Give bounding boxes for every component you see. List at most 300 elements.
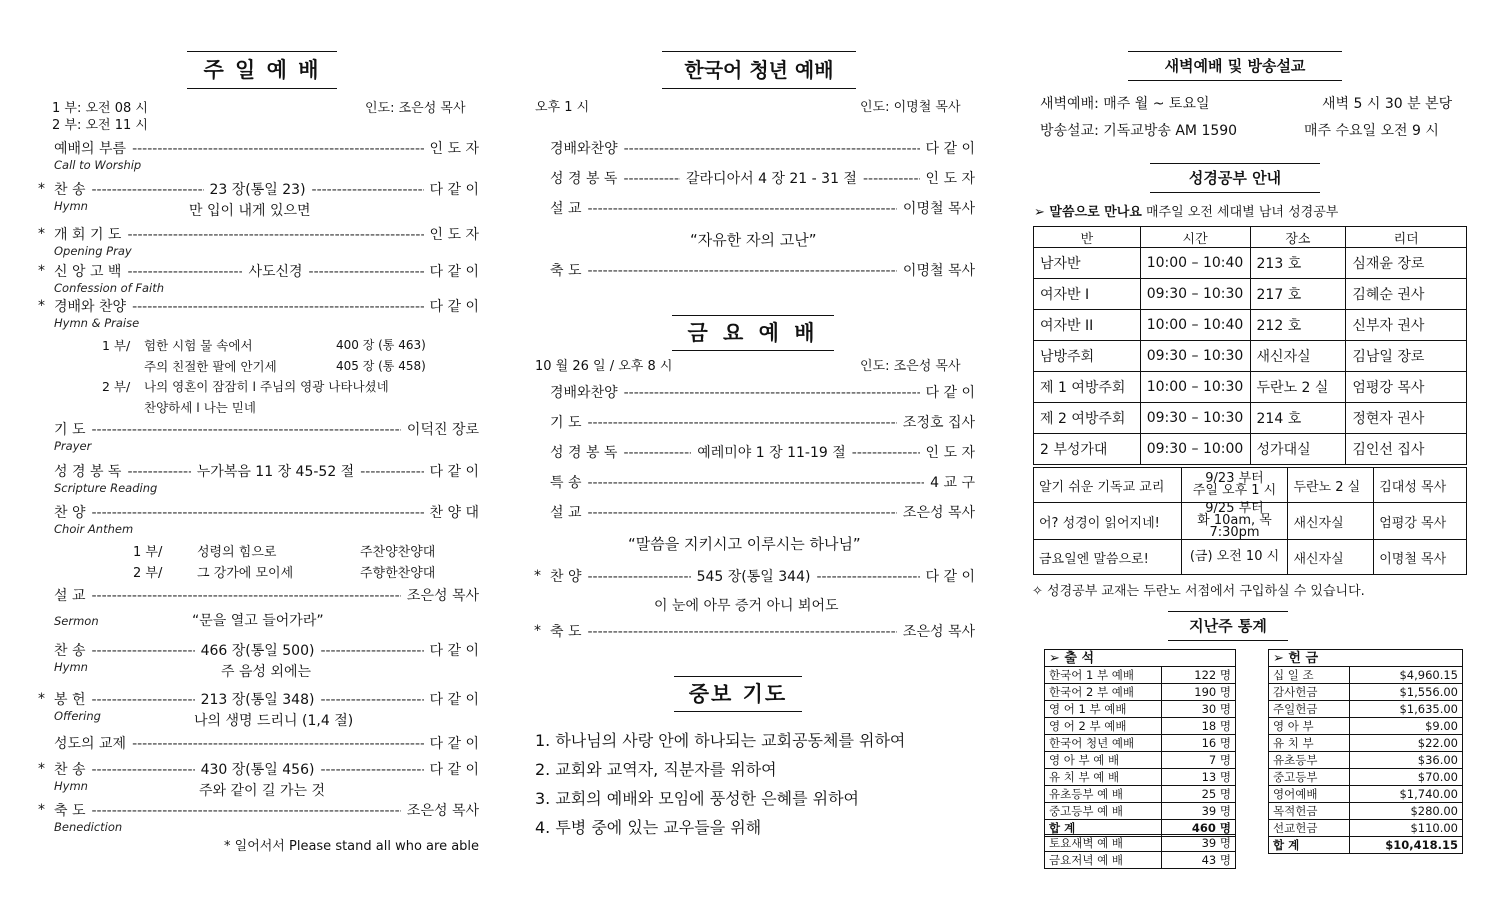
sunday-item-2-label: 개 회 기 도 (54, 227, 122, 243)
table-row (1269, 701, 1463, 718)
bible-cell-4-3: 엄평강 목사 (1346, 372, 1467, 403)
attendance-4-label: 한국어 청년 예배 (1045, 735, 1162, 752)
choir-0-song: 성령의 힘으로 (197, 545, 277, 560)
offering-3-label: 영 아 부 (1269, 718, 1350, 735)
table-row (1269, 667, 1463, 684)
sunday-item-10-leader-dots (92, 692, 195, 708)
attendance-2-value: 30 명 (1162, 701, 1236, 718)
attendance-3-label: 영 어 2 부 예배 (1045, 718, 1162, 735)
sunday-item-12-person: 다 같 이 (429, 762, 480, 778)
offering-8-label: 목적헌금 (1269, 803, 1350, 820)
friday-item-4-leader-dots (588, 505, 897, 521)
bible-cell-6-2: 성가대실 (1250, 434, 1346, 465)
table-row (1045, 752, 1236, 769)
offering-total-label: 합 계 (1269, 837, 1350, 854)
friday-item-4 (550, 502, 975, 522)
praise-1-number: 405 장 (통 458) (336, 359, 426, 373)
friday-item-1 (550, 412, 975, 432)
attendance-1-label: 한국어 2 부 예배 (1045, 684, 1162, 701)
sunday-item-12-label: 찬 송 (54, 762, 86, 778)
intercession-item-2: 3. 교회의 예배와 모임에 풍성한 은혜를 위하여 (535, 789, 859, 808)
table-row (1045, 684, 1236, 701)
bible-cell-0-3: 심재윤 장로 (1346, 248, 1467, 279)
extra-2-time (1181, 540, 1288, 575)
offering-5-value: $36.00 (1350, 752, 1463, 769)
extra-2-leader: 이명철 목사 (1374, 540, 1467, 575)
sunday-item-3-person: 다 같 이 (429, 264, 480, 280)
extra-1-place: 새신자실 (1288, 503, 1374, 540)
praise-0-part: 1 부/ (102, 338, 131, 353)
friday-item-2-leader-dots (623, 445, 691, 461)
sunday-item-7-english: Choir Anthem (54, 522, 134, 536)
bible-cell-6-3: 김인선 집사 (1346, 434, 1467, 465)
sunday-item-7-leader-dots (92, 505, 424, 521)
attendance-7-label: 유초등부 예 배 (1045, 786, 1162, 803)
offering-8-value: $280.00 (1350, 803, 1463, 820)
sunday-item-6-detail: 누가복음 11 장 45-52 절 (196, 464, 355, 480)
table-row (1045, 786, 1236, 803)
bible-study-intro-text: 매주일 오전 세대별 남녀 성경공부 (1146, 205, 1339, 220)
bible-cell-3-1: 09:30 – 10:30 (1140, 341, 1250, 372)
bible-study-intro-bold: ➢ 말씀으로 만나요 (1034, 205, 1142, 220)
sunday-item-13 (54, 800, 479, 820)
bible-cell-2-3: 신부자 권사 (1346, 310, 1467, 341)
sunday-item-0 (54, 138, 479, 158)
offering-table (1268, 649, 1463, 854)
sunday-item-10 (54, 689, 479, 709)
table-row (1034, 403, 1467, 434)
table-row (1034, 540, 1467, 575)
sunday-item-6-label: 성 경 봉 독 (54, 464, 122, 480)
choir-1-song: 그 강가에 모이세 (197, 566, 294, 581)
youth-item-1-leader-dots-2 (863, 171, 920, 187)
friday-leader: 인도: 조은성 목사 (860, 359, 961, 374)
sunday-item-9-leader-dots (92, 643, 195, 659)
friday-item-5-leader-dots-2 (816, 569, 919, 585)
sunday-item-10-stand-mark: * (38, 691, 45, 707)
sunday-item-10-english: Offering (54, 709, 101, 723)
bible-cell-3-3: 김남일 장로 (1346, 341, 1467, 372)
extra-0-time-line-2: 주일 오후 1 시 (1192, 483, 1277, 498)
sunday-item-3-label: 신 앙 고 백 (54, 264, 122, 280)
table-row (1269, 820, 1463, 837)
extra-1-name: 어? 성경이 읽어지네! (1034, 503, 1182, 540)
sunday-item-3-leader-dots-2 (309, 264, 424, 280)
youth-item-2-leader-dots (588, 201, 897, 217)
friday-item-0-label: 경배와찬양 (550, 385, 618, 401)
sunday-item-10-person: 다 같 이 (429, 692, 480, 708)
sunday-item-8 (54, 585, 479, 605)
bible-cell-4-1: 10:00 – 10:30 (1140, 372, 1250, 403)
bible-cell-0-2: 213 호 (1250, 248, 1346, 279)
friday-item-5-leader-dots (588, 569, 691, 585)
sunday-item-7 (54, 502, 479, 522)
sunday-item-2 (54, 224, 479, 244)
attendance-0-value: 122 명 (1162, 667, 1236, 684)
attendance-total-value: 460 명 (1162, 820, 1236, 837)
friday-title: 금 요 예 배 (672, 315, 834, 351)
attendance-7-value: 25 명 (1162, 786, 1236, 803)
sunday-item-4-stand-mark: * (38, 298, 45, 314)
sunday-item-9-detail: 466 장(통일 500) (200, 643, 315, 659)
bible-cell-1-2: 217 호 (1250, 279, 1346, 310)
friday-item-6-leader-dots (588, 624, 897, 640)
youth-item-1-leader-dots (623, 171, 680, 187)
sunday-item-9-subtitle: 주 음성 외에는 (221, 664, 312, 680)
sunday-item-6-leader-dots-2 (360, 464, 423, 480)
dawn-title: 새벽예배 및 방송설교 (1128, 51, 1342, 81)
youth-item-0 (550, 138, 975, 158)
table-row (1045, 769, 1236, 786)
attendance-2-label: 영 어 1 부 예배 (1045, 701, 1162, 718)
offering-6-label: 중고등부 (1269, 769, 1350, 786)
offering-9-value: $110.00 (1350, 820, 1463, 837)
offering-0-label: 십 일 조 (1269, 667, 1350, 684)
bible-cell-4-0: 제 1 여방주회 (1034, 372, 1141, 403)
attendance-5-label: 영 아 부 예 배 (1045, 752, 1162, 769)
friday-item-3-label: 특 송 (550, 475, 582, 491)
sunday-item-2-english: Opening Pray (54, 244, 132, 258)
bible-cell-0-1: 10:00 – 10:40 (1140, 248, 1250, 279)
sunday-item-5-leader-dots (92, 422, 401, 438)
sunday-item-1-subtitle: 만 입이 내게 있으면 (189, 203, 311, 219)
attendance-header-row (1045, 650, 1236, 667)
bible-study-intro (1034, 201, 1338, 220)
praise-0-number: 400 장 (통 463) (336, 338, 426, 352)
youth-item-0-leader-dots (624, 141, 920, 157)
table-row (1269, 735, 1463, 752)
attendance-4-value: 16 명 (1162, 735, 1236, 752)
choir-0-part: 1 부/ (133, 545, 163, 560)
friday-item-5-label: 찬 양 (550, 569, 582, 585)
sunday-item-9 (54, 640, 479, 660)
offering-6-value: $70.00 (1350, 769, 1463, 786)
offering-total-value: $10,418.15 (1350, 837, 1463, 854)
sunday-item-6-person: 다 같 이 (429, 464, 480, 480)
sunday-item-10-detail: 213 장(통일 348) (200, 692, 315, 708)
bible-cell-3-0: 남방주회 (1034, 341, 1141, 372)
sunday-item-12-leader-dots (92, 762, 195, 778)
sunday-time-1: 1 부: 오전 08 시 (52, 101, 148, 116)
friday-item-5-stand-mark: * (534, 568, 541, 584)
sunday-item-2-person: 인 도 자 (429, 227, 479, 243)
friday-item-3-person: 4 교 구 (930, 475, 975, 491)
friday-item-4-person: 조은성 목사 (902, 505, 975, 521)
sunday-item-1 (54, 179, 479, 199)
sunday-item-13-leader-dots (92, 803, 401, 819)
sunday-item-12 (54, 759, 479, 779)
bible-cell-2-0: 여자반 II (1034, 310, 1141, 341)
bible-cell-1-3: 김혜순 권사 (1346, 279, 1467, 310)
praise-1-song: 주의 친절한 팔에 안기세 (144, 359, 277, 374)
table-row (1034, 310, 1467, 341)
intercession-item-1: 2. 교회와 교역자, 직분자를 위하여 (535, 760, 777, 779)
youth-title: 한국어 청년 예배 (662, 51, 856, 89)
sunday-item-10-label: 봉 헌 (54, 692, 86, 708)
bible-study-note: ✧ 성경공부 교재는 두란노 서점에서 구입하실 수 있습니다. (1032, 584, 1365, 599)
sunday-item-12-subtitle: 주와 같이 길 가는 것 (199, 783, 325, 799)
table-row (1034, 434, 1467, 465)
bible-cell-4-2: 두란노 2 실 (1250, 372, 1346, 403)
table-row (1034, 279, 1467, 310)
youth-item-3-leader-dots (588, 263, 897, 279)
stats-title: 지난주 통계 (1168, 611, 1288, 641)
extra-0-place: 두란노 2 실 (1288, 468, 1374, 503)
table-row (1034, 341, 1467, 372)
praise-2-song: 나의 영혼이 잠잠히 l 주님의 영광 나타나셨네 (144, 379, 389, 394)
extra-1-time-line-1: 9/25 부터 (1205, 501, 1264, 516)
sunday-item-3-stand-mark: * (38, 263, 45, 279)
table-row (1269, 718, 1463, 735)
attendance-total-label: 합 계 (1045, 820, 1162, 837)
youth-sermon-title: “자유한 자의 고난” (690, 231, 817, 249)
sunday-item-12-english: Hymn (54, 779, 88, 793)
extra-1-time (1181, 503, 1288, 540)
choir-0-name: 주찬양찬양대 (360, 545, 436, 560)
friday-item-6-stand-mark: * (534, 623, 541, 639)
sunday-item-12-leader-dots-2 (320, 762, 423, 778)
youth-item-2-person: 이명철 목사 (902, 201, 975, 217)
friday-item-5-detail: 545 장(통일 344) (696, 569, 811, 585)
friday-item-2-person: 인 도 자 (925, 445, 976, 461)
offering-2-label: 주일헌금 (1269, 701, 1350, 718)
sunday-item-3-detail: 사도신경 (248, 264, 303, 280)
choir-1-name: 주향한찬양대 (360, 566, 436, 581)
sunday-item-10-subtitle: 나의 생명 드리니 (1,4 절) (194, 713, 354, 729)
youth-item-1-detail: 갈라디아서 4 장 21 - 31 절 (686, 171, 857, 187)
offering-7-label: 영어예배 (1269, 786, 1350, 803)
offering-total-row (1269, 837, 1463, 854)
table-row (1034, 372, 1467, 403)
bible-cell-6-1: 09:30 – 10:00 (1140, 434, 1250, 465)
youth-item-1-person: 인 도 자 (925, 171, 975, 187)
attendance-5-value: 7 명 (1162, 752, 1236, 769)
table-row (1045, 835, 1236, 852)
extra-0-leader: 김대성 목사 (1374, 468, 1467, 503)
bible-cell-2-1: 10:00 – 10:40 (1140, 310, 1250, 341)
youth-item-2 (550, 198, 975, 218)
sunday-item-1-person: 다 같 이 (429, 182, 480, 198)
table-row (1034, 468, 1467, 503)
table-row (1269, 803, 1463, 820)
youth-item-1 (550, 168, 975, 188)
extra-0-time-line-1: 9/23 부터 (1205, 471, 1264, 486)
sunday-item-8-english: Sermon (54, 614, 99, 628)
extra-2-name: 금요일엔 말씀으로! (1034, 540, 1182, 575)
attendance-1-value: 190 명 (1162, 684, 1236, 701)
sunday-item-9-english: Hymn (54, 660, 88, 674)
sunday-item-7-person: 찬 양 대 (429, 505, 479, 521)
sunday-item-13-person: 조은성 목사 (406, 803, 479, 819)
extra-0-name: 알기 쉬운 기독교 교리 (1034, 468, 1182, 503)
sunday-item-1-stand-mark: * (38, 181, 45, 197)
offering-4-label: 유 치 부 (1269, 735, 1350, 752)
extra-0-time (1181, 468, 1288, 503)
intercession-item-3: 4. 투병 중에 있는 교우들을 위해 (535, 818, 762, 837)
extra-1-time-line-2: 화 10am, 목 7:30pm (1197, 513, 1272, 540)
friday-time: 10 월 26 일 / 오후 8 시 (535, 359, 673, 374)
sunday-item-8-label: 설 교 (54, 588, 86, 604)
sunday-item-3 (54, 261, 479, 281)
friday-item-1-label: 기 도 (550, 415, 582, 431)
sunday-time-2: 2 부: 오전 11 시 (52, 118, 148, 133)
offering-1-label: 감사헌금 (1269, 684, 1350, 701)
offering-header-row (1269, 650, 1463, 667)
friday-item-2-label: 성 경 봉 독 (550, 445, 618, 461)
praise-2-part: 2 부/ (102, 379, 131, 394)
attendance-extra-table (1044, 834, 1236, 869)
sunday-item-13-stand-mark: * (38, 802, 45, 818)
sunday-item-4 (54, 296, 479, 316)
youth-item-3-person: 이명철 목사 (902, 263, 975, 279)
table-row (1269, 684, 1463, 701)
friday-item-1-leader-dots (588, 415, 897, 431)
youth-item-2-label: 설 교 (550, 201, 582, 217)
sunday-item-4-leader-dots (132, 299, 423, 315)
friday-item-6 (550, 621, 975, 641)
sunday-item-2-leader-dots (127, 227, 423, 243)
youth-item-0-person: 다 같 이 (925, 141, 975, 157)
choir-1-part: 2 부/ (133, 566, 163, 581)
friday-item-0-person: 다 같 이 (925, 385, 975, 401)
sunday-item-9-leader-dots-2 (320, 643, 423, 659)
sunday-item-10-leader-dots-2 (320, 692, 423, 708)
sunday-item-8-leader-dots (92, 588, 401, 604)
sunday-item-9-person: 다 같 이 (429, 643, 480, 659)
sunday-item-11-leader-dots (132, 736, 423, 752)
sunday-item-6 (54, 461, 479, 481)
offering-2-value: $1,635.00 (1350, 701, 1463, 718)
bible-study-title: 성경공부 안내 (1150, 163, 1320, 193)
table-row (1045, 718, 1236, 735)
bible-cell-2-2: 212 호 (1250, 310, 1346, 341)
sunday-item-5-english: Prayer (54, 439, 92, 453)
attendance-8-label: 중고등부 예 배 (1045, 803, 1162, 820)
sunday-item-8-person: 조은성 목사 (406, 588, 479, 604)
attendance-extra-1-label: 금요저녁 예 배 (1045, 852, 1162, 869)
offering-4-value: $22.00 (1350, 735, 1463, 752)
dawn-line-2-left: 방송설교: 기독교방송 AM 1590 (1040, 123, 1238, 139)
intercession-item-0: 1. 하나님의 사랑 안에 하나되는 교회공동체를 위하여 (535, 731, 906, 750)
sunday-item-0-leader-dots (132, 141, 423, 157)
sunday-item-1-english: Hymn (54, 199, 88, 213)
sunday-item-2-stand-mark: * (38, 226, 45, 242)
sunday-item-4-english: Hymn & Praise (54, 316, 140, 330)
sunday-title: 주 일 예 배 (187, 51, 337, 89)
sunday-item-4-label: 경배와 찬양 (54, 299, 127, 315)
friday-item-2-leader-dots-2 (852, 445, 920, 461)
table-row (1269, 769, 1463, 786)
attendance-8-value: 39 명 (1162, 803, 1236, 820)
youth-time: 오후 1 시 (535, 100, 590, 115)
bible-study-extra-table (1033, 467, 1467, 575)
sunday-item-3-leader-dots (127, 264, 242, 280)
offering-9-label: 선교헌금 (1269, 820, 1350, 837)
sunday-item-9-label: 찬 송 (54, 643, 86, 659)
sunday-item-7-label: 찬 양 (54, 505, 86, 521)
praise-0-song: 험한 시험 물 속에서 (144, 338, 253, 353)
extra-2-time-line-1: (금) 오전 10 시 (1189, 549, 1280, 564)
offering-7-value: $1,740.00 (1350, 786, 1463, 803)
friday-item-0-leader-dots (624, 385, 920, 401)
friday-item-6-person: 조은성 목사 (902, 624, 975, 640)
bible-header-3: 리더 (1346, 227, 1467, 248)
sunday-item-12-detail: 430 장(통일 456) (200, 762, 315, 778)
table-row (1034, 503, 1467, 540)
friday-item-5 (550, 566, 975, 586)
bible-header-1: 시간 (1140, 227, 1250, 248)
offering-1-value: $1,556.00 (1350, 684, 1463, 701)
sunday-item-0-english: Call to Worship (54, 158, 142, 172)
table-row (1269, 786, 1463, 803)
table-row (1045, 852, 1236, 869)
sunday-item-11-label: 성도의 교제 (54, 736, 127, 752)
sunday-item-4-person: 다 같 이 (429, 299, 479, 315)
extra-1-leader: 엄평강 목사 (1374, 503, 1467, 540)
table-row (1269, 752, 1463, 769)
friday-item-2-detail: 예레미야 1 장 11-19 절 (697, 445, 846, 461)
sunday-item-1-leader-dots-2 (312, 182, 424, 198)
dawn-line-1-left: 새벽예배: 매주 월 ~ 토요일 (1040, 96, 1210, 112)
youth-leader: 인도: 이명철 목사 (860, 100, 961, 115)
offering-3-value: $9.00 (1350, 718, 1463, 735)
youth-item-1-label: 성 경 봉 독 (550, 171, 618, 187)
intercession-title: 중보 기도 (674, 676, 802, 712)
friday-item-4-label: 설 교 (550, 505, 582, 521)
offering-0-value: $4,960.15 (1350, 667, 1463, 684)
table-row (1045, 735, 1236, 752)
sunday-item-5 (54, 419, 479, 439)
bible-cell-3-2: 새신자실 (1250, 341, 1346, 372)
friday-item-5-person: 다 같 이 (925, 569, 976, 585)
attendance-6-value: 13 명 (1162, 769, 1236, 786)
sunday-item-1-detail: 23 장(통일 23) (209, 182, 306, 198)
bible-header-0: 반 (1034, 227, 1141, 248)
youth-item-3-label: 축 도 (550, 263, 582, 279)
sunday-item-13-english: Benediction (54, 820, 123, 834)
sunday-footnote: * 일어서서 Please stand all who are able (224, 839, 480, 854)
friday-sermon-title: “말씀을 지키시고 이루시는 하나님” (628, 535, 861, 553)
attendance-extra-0-value: 39 명 (1162, 835, 1236, 852)
sunday-item-11 (54, 733, 479, 753)
sunday-item-5-person: 이덕진 장로 (406, 422, 479, 438)
friday-item-0 (550, 382, 975, 402)
attendance-6-label: 유 치 부 예 배 (1045, 769, 1162, 786)
sunday-item-0-label: 예배의 부름 (54, 141, 127, 157)
friday-item-6-label: 축 도 (550, 624, 582, 640)
bible-header-2: 장소 (1250, 227, 1346, 248)
attendance-0-label: 한국어 1 부 예배 (1045, 667, 1162, 684)
bible-cell-1-0: 여자반 I (1034, 279, 1141, 310)
sunday-item-6-leader-dots (127, 464, 190, 480)
sunday-item-1-leader-dots (92, 182, 204, 198)
sunday-item-1-label: 찬 송 (54, 182, 86, 198)
dawn-line-1-right: 새벽 5 시 30 분 본당 (1322, 96, 1453, 112)
sunday-item-5-label: 기 도 (54, 422, 86, 438)
friday-hymn-title: 이 눈에 아무 증거 아니 뵈어도 (654, 598, 839, 614)
dawn-line-2-right: 매주 수요일 오전 9 시 (1304, 123, 1439, 139)
offering-5-label: 유초등부 (1269, 752, 1350, 769)
table-row (1045, 701, 1236, 718)
sunday-item-6-english: Scripture Reading (54, 481, 158, 495)
table-row (1034, 248, 1467, 279)
sunday-item-13-label: 축 도 (54, 803, 86, 819)
youth-item-3 (550, 260, 975, 280)
bible-cell-5-3: 정현자 권사 (1346, 403, 1467, 434)
friday-item-2 (550, 442, 975, 462)
bible-cell-0-0: 남자반 (1034, 248, 1141, 279)
attendance-3-value: 18 명 (1162, 718, 1236, 735)
